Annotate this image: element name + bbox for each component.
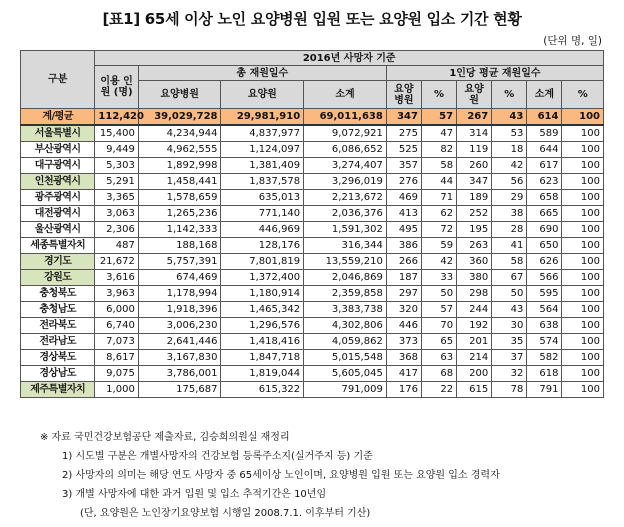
cell-hosp: 674,469	[138, 270, 221, 286]
table-row	[21, 270, 604, 286]
cell-pn: 192	[457, 318, 492, 334]
table-row	[21, 366, 604, 382]
cell-hosp: 2,641,446	[138, 334, 221, 350]
cell-nurs: 7,801,819	[221, 254, 304, 270]
cell-hosp: 3,786,001	[138, 366, 221, 382]
table-title: [표1] 65세 이상 노인 요양병원 입원 또는 요양원 입소 기간 현황	[102, 10, 522, 28]
region-name: 제주특별자치	[21, 382, 95, 398]
cell-users: 3,365	[95, 190, 138, 206]
cell-sub: 3,383,738	[304, 302, 387, 318]
cell-ps: 564	[527, 302, 562, 318]
cell-pn: 380	[457, 270, 492, 286]
cell-pp2: 53	[492, 125, 527, 142]
cell-pn: 260	[457, 158, 492, 174]
cell-pn: 263	[457, 238, 492, 254]
cell-sub: 69,011,638	[304, 109, 387, 126]
cell-pp2: 28	[492, 222, 527, 238]
cell-pp3: 100	[562, 318, 604, 334]
cell-sub: 5,605,045	[304, 366, 387, 382]
region-name: 부산광역시	[21, 142, 95, 158]
cell-nurs: 1,296,576	[221, 318, 304, 334]
cell-sub: 3,274,407	[304, 158, 387, 174]
cell-sub: 3,296,019	[304, 174, 387, 190]
cell-pp3: 100	[562, 366, 604, 382]
table-row	[21, 382, 604, 398]
cell-pp1: 57	[421, 109, 456, 126]
region-name: 대전광역시	[21, 206, 95, 222]
cell-ph: 413	[386, 206, 421, 222]
cell-pp3: 100	[562, 286, 604, 302]
cell-sub: 2,046,869	[304, 270, 387, 286]
cell-pp1: 57	[421, 302, 456, 318]
cell-ph: 276	[386, 174, 421, 190]
cell-ps: 658	[527, 190, 562, 206]
cell-sub: 13,559,210	[304, 254, 387, 270]
header-col: 요양 병원	[386, 81, 421, 109]
cell-users: 21,672	[95, 254, 138, 270]
cell-pn: 189	[457, 190, 492, 206]
cell-nurs: 1,819,044	[221, 366, 304, 382]
cell-users: 6,000	[95, 302, 138, 318]
cell-ph: 275	[386, 125, 421, 142]
cell-pp3: 100	[562, 334, 604, 350]
cell-pp2: 32	[492, 366, 527, 382]
cell-pp1: 47	[421, 125, 456, 142]
cell-users: 487	[95, 238, 138, 254]
cell-pp2: 18	[492, 142, 527, 158]
cell-pp1: 70	[421, 318, 456, 334]
cell-hosp: 39,029,728	[138, 109, 221, 126]
unit-label: (단위 명, 일)	[543, 35, 602, 47]
cell-pp1: 44	[421, 174, 456, 190]
cell-pn: 195	[457, 222, 492, 238]
cell-users: 15,400	[95, 125, 138, 142]
note-3-detail: (단, 요양원은 노인장기요양보험 시행일 2008.7.1. 이후부터 기산)	[80, 508, 371, 519]
cell-users: 2,306	[95, 222, 138, 238]
header-col: 소계	[527, 81, 562, 109]
cell-hosp: 4,234,944	[138, 125, 221, 142]
table-row	[21, 302, 604, 318]
cell-hosp: 1,265,236	[138, 206, 221, 222]
cell-nurs: 1,124,097	[221, 142, 304, 158]
region-name: 전라남도	[21, 334, 95, 350]
cell-users: 3,963	[95, 286, 138, 302]
cell-nurs: 1,180,914	[221, 286, 304, 302]
cell-users: 5,303	[95, 158, 138, 174]
cell-pn: 347	[457, 174, 492, 190]
cell-pp2: 43	[492, 302, 527, 318]
cell-pp1: 82	[421, 142, 456, 158]
cell-nurs: 1,847,718	[221, 350, 304, 366]
cell-hosp: 1,142,333	[138, 222, 221, 238]
cell-pp2: 67	[492, 270, 527, 286]
cell-pp2: 56	[492, 174, 527, 190]
cell-pp1: 59	[421, 238, 456, 254]
table-row	[21, 125, 604, 142]
cell-ph: 297	[386, 286, 421, 302]
cell-hosp: 3,006,230	[138, 318, 221, 334]
cell-ps: 650	[527, 238, 562, 254]
cell-sub: 791,009	[304, 382, 387, 398]
cell-ph: 347	[386, 109, 421, 126]
note-2: 2) 사망자의 의미는 해당 연도 사망자 중 65세이상 노인이며, 요양병원 입원 또는 요양원 입소 경력자	[62, 470, 500, 481]
cell-pp2: 30	[492, 318, 527, 334]
header-col: 요양 원	[457, 81, 492, 109]
cell-sub: 9,072,921	[304, 125, 387, 142]
region-name: 경상남도	[21, 366, 95, 382]
cell-pp3: 100	[562, 350, 604, 366]
cell-pp1: 50	[421, 286, 456, 302]
cell-users: 3,063	[95, 206, 138, 222]
cell-pn: 252	[457, 206, 492, 222]
region-name: 충청북도	[21, 286, 95, 302]
cell-ps: 644	[527, 142, 562, 158]
region-name: 계/평균	[21, 109, 95, 126]
region-name: 서울특별시	[21, 125, 95, 142]
cell-pp3: 100	[562, 382, 604, 398]
header-col: %	[421, 81, 456, 109]
table-row	[21, 254, 604, 270]
cell-ph: 373	[386, 334, 421, 350]
cell-pp3: 100	[562, 270, 604, 286]
table-body	[21, 109, 604, 398]
cell-ph: 525	[386, 142, 421, 158]
cell-pp3: 100	[562, 142, 604, 158]
region-name: 세종특별자치	[21, 238, 95, 254]
header-col: 요양병원	[138, 81, 221, 109]
table-row	[21, 318, 604, 334]
cell-pp2: 78	[492, 382, 527, 398]
cell-ps: 566	[527, 270, 562, 286]
cell-nurs: 1,381,409	[221, 158, 304, 174]
table-row	[21, 174, 604, 190]
cell-ps: 791	[527, 382, 562, 398]
cell-pp3: 100	[562, 238, 604, 254]
total-row	[21, 109, 604, 126]
note-1: 1) 시도별 구분은 개별사망자의 건강보험 등록주소지(실거주지 등) 기준	[62, 451, 373, 462]
cell-users: 9,075	[95, 366, 138, 382]
table-row	[21, 206, 604, 222]
header-users: 이용 인원 (명)	[95, 66, 138, 109]
cell-pp1: 71	[421, 190, 456, 206]
cell-sub: 6,086,652	[304, 142, 387, 158]
cell-pp3: 100	[562, 302, 604, 318]
cell-users: 3,616	[95, 270, 138, 286]
cell-nurs: 1,465,342	[221, 302, 304, 318]
cell-users: 112,420	[95, 109, 138, 126]
header-col: %	[562, 81, 604, 109]
cell-hosp: 1,458,441	[138, 174, 221, 190]
table-row	[21, 350, 604, 366]
cell-nurs: 446,969	[221, 222, 304, 238]
cell-pn: 214	[457, 350, 492, 366]
cell-pp2: 35	[492, 334, 527, 350]
cell-ph: 176	[386, 382, 421, 398]
cell-pn: 201	[457, 334, 492, 350]
cell-hosp: 175,687	[138, 382, 221, 398]
cell-sub: 4,059,862	[304, 334, 387, 350]
cell-pp2: 41	[492, 238, 527, 254]
cell-nurs: 128,176	[221, 238, 304, 254]
table-row	[21, 286, 604, 302]
cell-ps: 626	[527, 254, 562, 270]
cell-ps: 617	[527, 158, 562, 174]
cell-sub: 2,036,376	[304, 206, 387, 222]
table-row	[21, 190, 604, 206]
cell-pp2: 29	[492, 190, 527, 206]
cell-sub: 4,302,806	[304, 318, 387, 334]
table-row	[21, 158, 604, 174]
cell-hosp: 1,178,994	[138, 286, 221, 302]
cell-users: 6,740	[95, 318, 138, 334]
region-name: 경상북도	[21, 350, 95, 366]
table-row	[21, 238, 604, 254]
cell-users: 1,000	[95, 382, 138, 398]
region-name: 광주광역시	[21, 190, 95, 206]
region-name: 인천광역시	[21, 174, 95, 190]
region-name: 강원도	[21, 270, 95, 286]
cell-ph: 386	[386, 238, 421, 254]
cell-pn: 314	[457, 125, 492, 142]
cell-pp3: 100	[562, 109, 604, 126]
cell-ps: 574	[527, 334, 562, 350]
table-row	[21, 334, 604, 350]
region-name: 충청남도	[21, 302, 95, 318]
cell-hosp: 4,962,555	[138, 142, 221, 158]
cell-pn: 615	[457, 382, 492, 398]
cell-ph: 320	[386, 302, 421, 318]
cell-pp3: 100	[562, 190, 604, 206]
cell-pp1: 68	[421, 366, 456, 382]
cell-ps: 690	[527, 222, 562, 238]
region-name: 울산광역시	[21, 222, 95, 238]
cell-pp1: 42	[421, 254, 456, 270]
cell-ps: 582	[527, 350, 562, 366]
cell-users: 7,073	[95, 334, 138, 350]
cell-sub: 316,344	[304, 238, 387, 254]
cell-pp1: 33	[421, 270, 456, 286]
cell-pp2: 58	[492, 254, 527, 270]
cell-ph: 368	[386, 350, 421, 366]
table-row	[21, 142, 604, 158]
cell-pn: 360	[457, 254, 492, 270]
footnotes	[40, 428, 500, 523]
cell-ps: 589	[527, 125, 562, 142]
cell-ph: 266	[386, 254, 421, 270]
note-source: ※ 자료 국민건강보험공단 제출자료, 김승희의원실 재정리	[40, 432, 290, 443]
region-name: 전라북도	[21, 318, 95, 334]
cell-sub: 2,359,858	[304, 286, 387, 302]
cell-sub: 2,213,672	[304, 190, 387, 206]
cell-sub: 1,591,302	[304, 222, 387, 238]
cell-pp1: 58	[421, 158, 456, 174]
cell-pp3: 100	[562, 222, 604, 238]
cell-ph: 417	[386, 366, 421, 382]
cell-pp2: 38	[492, 206, 527, 222]
header-total-days: 총 재원일수	[138, 66, 386, 81]
cell-ps: 614	[527, 109, 562, 126]
cell-pp3: 100	[562, 254, 604, 270]
cell-hosp: 1,918,396	[138, 302, 221, 318]
cell-pp3: 100	[562, 174, 604, 190]
cell-pp1: 22	[421, 382, 456, 398]
header-col: 소계	[304, 81, 387, 109]
header-col: %	[492, 81, 527, 109]
cell-pn: 119	[457, 142, 492, 158]
header-year: 2016년 사망자 기준	[95, 51, 604, 66]
cell-ph: 446	[386, 318, 421, 334]
cell-nurs: 29,981,910	[221, 109, 304, 126]
cell-nurs: 615,322	[221, 382, 304, 398]
region-name: 경기도	[21, 254, 95, 270]
region-name: 대구광역시	[21, 158, 95, 174]
cell-hosp: 188,168	[138, 238, 221, 254]
cell-sub: 5,015,548	[304, 350, 387, 366]
cell-nurs: 771,140	[221, 206, 304, 222]
stats-table	[20, 50, 604, 398]
cell-pn: 267	[457, 109, 492, 126]
cell-nurs: 635,013	[221, 190, 304, 206]
cell-pn: 244	[457, 302, 492, 318]
cell-hosp: 3,167,830	[138, 350, 221, 366]
cell-ph: 357	[386, 158, 421, 174]
cell-ps: 638	[527, 318, 562, 334]
cell-nurs: 4,837,977	[221, 125, 304, 142]
cell-hosp: 5,757,391	[138, 254, 221, 270]
cell-pp1: 65	[421, 334, 456, 350]
cell-pp3: 100	[562, 206, 604, 222]
table-row	[21, 222, 604, 238]
cell-pn: 298	[457, 286, 492, 302]
cell-pp1: 63	[421, 350, 456, 366]
cell-pp2: 43	[492, 109, 527, 126]
cell-pp2: 50	[492, 286, 527, 302]
cell-nurs: 1,418,416	[221, 334, 304, 350]
cell-ps: 618	[527, 366, 562, 382]
cell-hosp: 1,892,998	[138, 158, 221, 174]
cell-ph: 469	[386, 190, 421, 206]
cell-ph: 495	[386, 222, 421, 238]
cell-users: 9,449	[95, 142, 138, 158]
note-3: 3) 개별 사망자에 대한 과거 입원 및 입소 추적기간은 10년임	[62, 489, 327, 500]
cell-nurs: 1,837,578	[221, 174, 304, 190]
cell-users: 8,617	[95, 350, 138, 366]
cell-hosp: 1,578,659	[138, 190, 221, 206]
cell-users: 5,291	[95, 174, 138, 190]
header-region: 구분	[21, 51, 95, 109]
cell-ph: 187	[386, 270, 421, 286]
cell-pp3: 100	[562, 158, 604, 174]
cell-ps: 595	[527, 286, 562, 302]
header-col: 요양원	[221, 81, 304, 109]
cell-pp3: 100	[562, 125, 604, 142]
cell-ps: 665	[527, 206, 562, 222]
cell-pp1: 62	[421, 206, 456, 222]
cell-pp2: 42	[492, 158, 527, 174]
cell-ps: 623	[527, 174, 562, 190]
cell-pn: 200	[457, 366, 492, 382]
cell-pp1: 72	[421, 222, 456, 238]
header-per-person: 1인당 평균 재원일수	[386, 66, 603, 81]
cell-pp2: 37	[492, 350, 527, 366]
cell-nurs: 1,372,400	[221, 270, 304, 286]
